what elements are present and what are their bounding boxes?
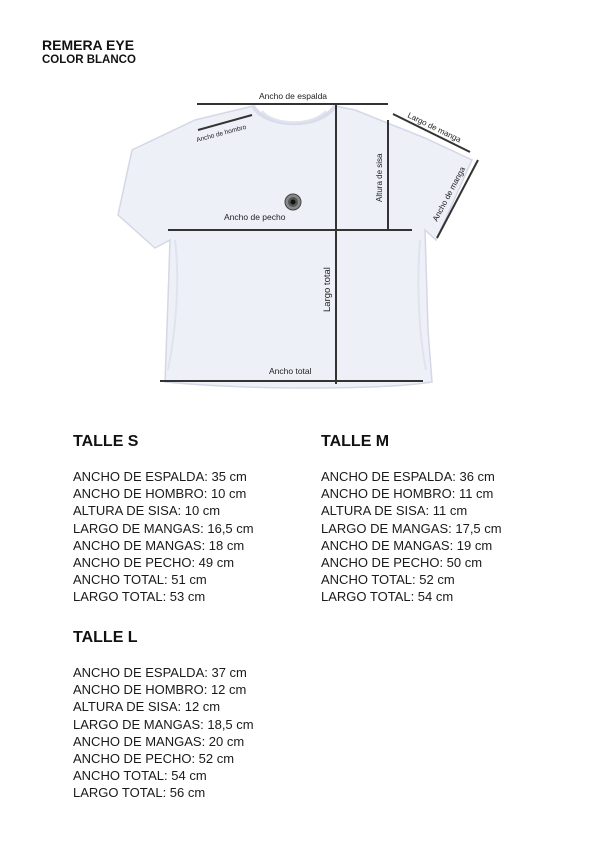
tshirt-icon xyxy=(118,106,472,388)
label-altura-sisa: Altura de sisa xyxy=(375,153,384,202)
measurement-row: ALTURA DE SISA: 10 cm xyxy=(73,503,221,519)
measurement-row: LARGO TOTAL: 56 cm xyxy=(73,785,206,801)
measurement-row: LARGO TOTAL: 53 cm xyxy=(73,589,206,605)
label-largo-total: Largo total xyxy=(322,267,333,312)
measurement-row: ANCHO DE PECHO: 52 cm xyxy=(73,751,235,767)
size-m-title: TALLE M xyxy=(321,433,390,450)
size-m-block xyxy=(321,432,502,606)
measurement-row: ANCHO DE HOMBRO: 12 cm xyxy=(73,682,247,698)
measurement-row: LARGO TOTAL: 54 cm xyxy=(321,589,454,605)
eye-logo-icon xyxy=(285,194,301,210)
label-ancho-espalda: Ancho de espalda xyxy=(258,91,328,101)
measurement-row: ANCHO DE ESPALDA: 37 cm xyxy=(73,665,247,680)
size-l-block xyxy=(73,628,254,802)
label-ancho-hombro: Ancho de hombro xyxy=(195,123,248,144)
size-s-title: TALLE S xyxy=(73,433,139,450)
size-m-measurements xyxy=(321,468,502,606)
measurement-row: ANCHO DE MANGAS: 18 cm xyxy=(73,537,245,553)
measurement-row: ANCHO DE PECHO: 50 cm xyxy=(321,555,483,571)
label-ancho-manga: Ancho de manga xyxy=(430,165,468,223)
label-largo-manga: Largo de manga xyxy=(406,110,463,145)
measurement-row: LARGO DE MANGAS: 16,5 cm xyxy=(73,520,254,536)
measurement-row: ANCHO TOTAL: 51 cm xyxy=(73,572,207,588)
measurement-row: ANCHO DE ESPALDA: 35 cm xyxy=(73,469,247,484)
measurement-row: ANCHO DE HOMBRO: 11 cm xyxy=(321,486,494,502)
measurement-row: ANCHO DE ESPALDA: 36 cm xyxy=(321,469,495,484)
measurement-row: ANCHO DE MANGAS: 20 cm xyxy=(73,733,245,749)
size-l-title: TALLE L xyxy=(73,629,138,646)
size-l-measurements xyxy=(73,664,254,802)
tshirt-measurement-diagram xyxy=(0,80,600,400)
product-color: COLOR BLANCO xyxy=(42,54,136,66)
size-s-measurements xyxy=(73,468,254,606)
measurement-row: ANCHO DE PECHO: 49 cm xyxy=(73,555,235,571)
size-s-block xyxy=(73,432,254,606)
label-ancho-pecho: Ancho de pecho xyxy=(224,212,286,222)
measurement-row: ANCHO TOTAL: 54 cm xyxy=(73,768,207,784)
measurement-row: ANCHO TOTAL: 52 cm xyxy=(321,572,455,588)
measurement-row: LARGO DE MANGAS: 18,5 cm xyxy=(73,716,254,732)
measurement-row: ALTURA DE SISA: 12 cm xyxy=(73,699,221,715)
measurement-row: LARGO DE MANGAS: 17,5 cm xyxy=(321,520,502,536)
measurement-row: ANCHO DE HOMBRO: 10 cm xyxy=(73,486,247,502)
product-title: REMERA EYE xyxy=(42,37,135,53)
measurement-row: ALTURA DE SISA: 11 cm xyxy=(321,503,468,519)
measurement-row: ANCHO DE MANGAS: 19 cm xyxy=(321,537,493,553)
label-ancho-total: Ancho total xyxy=(269,366,312,376)
